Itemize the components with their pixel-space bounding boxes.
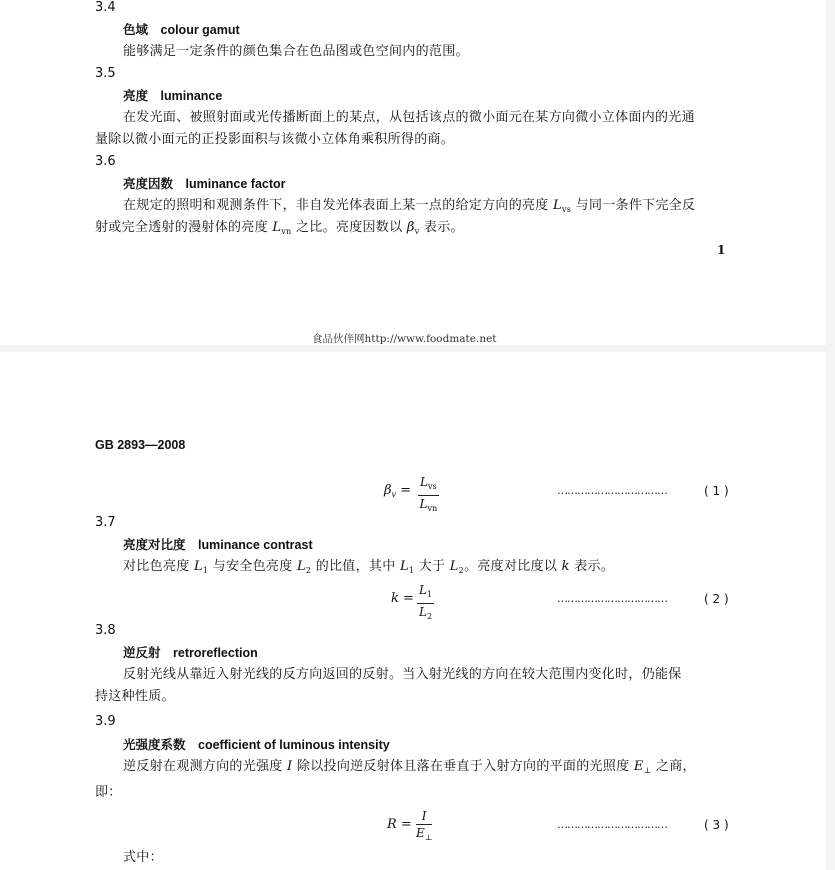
- eq1-leader-dots: ……………………………: [557, 484, 667, 497]
- eq3-fraction: $\frac{I}{E_\perp}$: [416, 809, 433, 842]
- page-edge-shadow: [826, 0, 835, 870]
- section-3-6-title: 亮度因数 luminance factor: [123, 177, 286, 191]
- section-3-9-number: 3.9: [95, 714, 116, 729]
- section-3-7-number: 3.7: [95, 515, 116, 530]
- eq2-lhs: k =: [391, 591, 414, 606]
- section-3-5-body-line1: 在发光面、被照射面或光传播断面上的某点，从包括该点的微小面元在某方向微小立体面内的光通: [123, 110, 695, 125]
- eq3-leader-dots: ……………………………: [557, 818, 667, 831]
- eq1-label: ( 1 ): [704, 484, 729, 498]
- document-page-2: [0, 352, 826, 870]
- section-3-6-body-line2: 射或完全透射的漫射体的亮度 $L_{vn}$ 之比。亮度因数以 $\beta_v$ 表示。: [95, 220, 464, 236]
- section-3-4-title: 色域 colour gamut: [123, 23, 240, 37]
- page-number: 1: [717, 243, 726, 257]
- eq2-label: ( 2 ): [704, 592, 729, 606]
- footer-watermark[interactable]: 食品伙伴网http://www.foodmate.net: [312, 333, 497, 345]
- section-3-9-body-line2: 即：: [95, 785, 122, 800]
- eq2-leader-dots: ……………………………: [557, 592, 667, 605]
- eq1-fraction: $L_{vs}$ $L_{vn}$: [419, 475, 438, 513]
- eq2-fraction: $\frac{L_1}{L_2}$: [419, 583, 433, 621]
- section-3-8-body-line2: 持这种性质。: [95, 689, 175, 704]
- section-3-8-body-line1: 反射光线从靠近入射光线的反方向返回的反射。当入射光线的方向在较大范围内变化时，仍能保: [123, 667, 682, 682]
- document-page-1: [0, 0, 826, 345]
- section-3-9-title: 光强度系数 coefficient of luminous intensity: [123, 738, 390, 752]
- section-3-8-title: 逆反射 retroreflection: [123, 646, 258, 660]
- section-3-7-body: 对比色亮度 $L_1$ 与安全色亮度 $L_2$ 的比值，其中 $L_1$ 大于 $L_2$。亮度对比度以 k 表示。: [123, 559, 615, 575]
- section-3-6-body-line1: 在规定的照明和观测条件下，非自发光体表面上某一点的给定方向的亮度 $L_{vs}$ 与同一条件下完全反: [123, 198, 696, 214]
- eq3-label: ( 3 ): [704, 818, 729, 832]
- where-label: 式中：: [123, 850, 163, 865]
- page-header-standard-number: GB 2893—2008: [95, 438, 186, 452]
- section-3-4-number: 3.4: [95, 0, 116, 15]
- section-3-9-body-line1: 逆反射在观测方向的光强度 I 除以投向逆反射体且落在垂直于入射方向的平面的光照度 $E_\perp$ 之商，: [123, 759, 696, 775]
- section-3-5-number: 3.5: [95, 66, 116, 81]
- section-3-6-number: 3.6: [95, 154, 116, 169]
- section-3-4-body: 能够满足一定条件的颜色集合在色品图或色空间内的范围。: [123, 44, 469, 59]
- section-3-8-number: 3.8: [95, 623, 116, 638]
- section-3-5-body-line2: 量除以微小面元的正投影面积与该微小立体角乘积所得的商。: [95, 132, 455, 147]
- section-3-5-title: 亮度 luminance: [123, 89, 223, 103]
- section-3-7-title: 亮度对比度 luminance contrast: [123, 538, 313, 552]
- eq1-lhs: $\beta_v$ =: [384, 483, 412, 499]
- eq3-lhs: R =: [387, 817, 412, 832]
